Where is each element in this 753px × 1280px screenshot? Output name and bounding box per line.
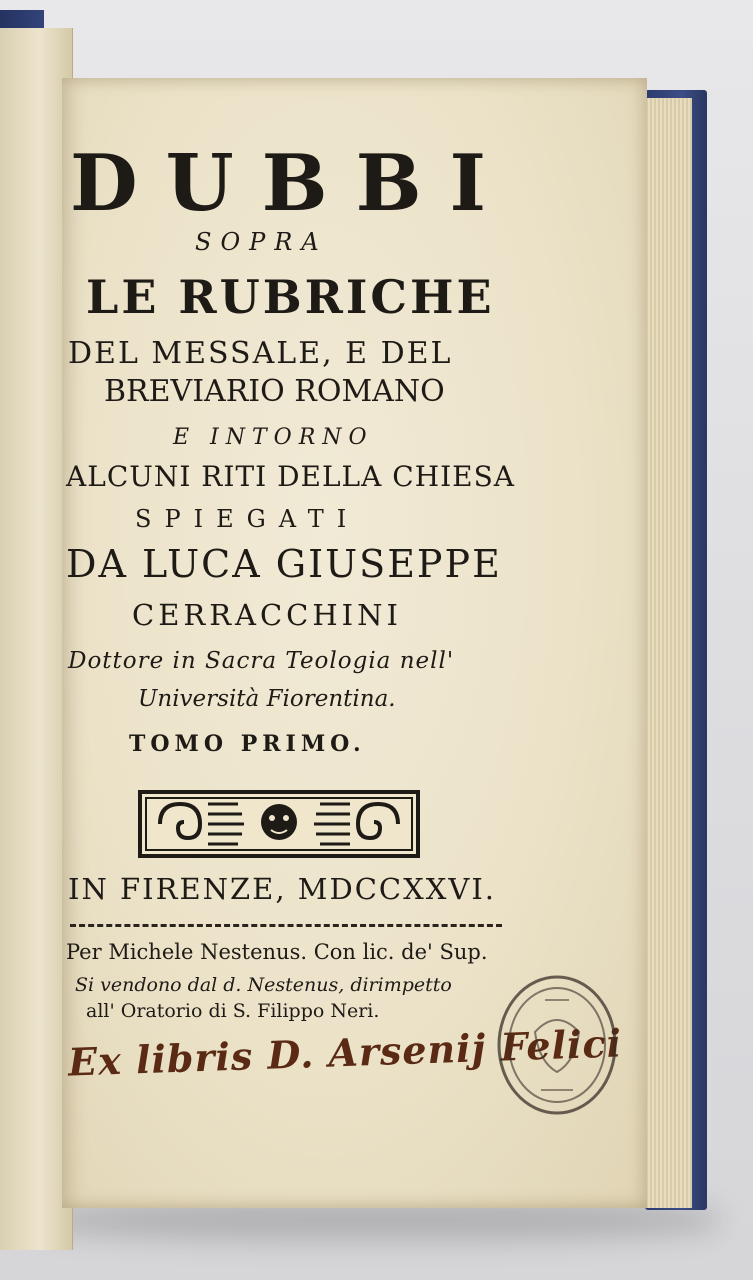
title-riti: ALCUNI RITI DELLA CHIESA [66, 460, 516, 493]
author-name: DA LUCA GIUSEPPE [66, 542, 502, 586]
imprint-place-date: IN FIRENZE, MDCCXXVI. [68, 872, 496, 906]
imprint-printer: Per Michele Nestenus. Con lic. de' Sup. [66, 940, 488, 964]
author-university: Università Fiorentina. [138, 686, 396, 712]
ink-stamp [495, 972, 619, 1118]
title-breviario: BREVIARIO ROMANO [104, 374, 445, 409]
author-credential: Dottore in Sacra Teologia nell' [68, 648, 455, 674]
author-surname: CERRACCHINI [132, 598, 402, 632]
imprint-location: all' Oratorio di S. Filippo Neri. [86, 1000, 380, 1022]
imprint-rule [70, 924, 502, 927]
volume-label: TOMO PRIMO. [129, 731, 366, 757]
subtitle-sopra: SOPRA [195, 228, 328, 256]
title-word: DUBBI [70, 138, 515, 229]
title-messale: DEL MESSALE, E DEL [68, 336, 453, 371]
imprint-seller: Si vendono dal d. Nestenus, dirimpetto [75, 974, 452, 996]
title-rubriche: LE RUBRICHE [86, 270, 495, 324]
subtitle-spiegati: SPIEGATI [135, 505, 360, 533]
woodcut-ornament [138, 790, 420, 858]
subtitle-intorno: E INTORNO [173, 425, 374, 450]
ownership-inscription: Ex libris D. Arsenij Felici [67, 1020, 623, 1085]
